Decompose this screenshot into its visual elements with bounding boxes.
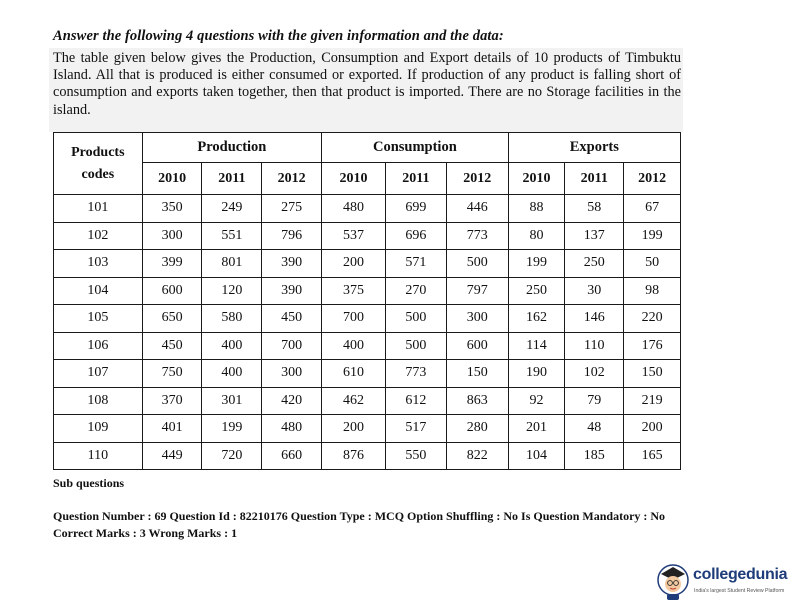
production-year-2012: 2012 bbox=[262, 163, 322, 195]
cell-exp-2012: 219 bbox=[624, 387, 681, 415]
table-row bbox=[54, 360, 681, 388]
data-table bbox=[53, 132, 681, 470]
cell-cons-2010: 610 bbox=[322, 360, 386, 388]
table-row bbox=[54, 250, 681, 278]
cell-cons-2012: 500 bbox=[446, 250, 508, 278]
cell-exp-2012: 98 bbox=[624, 277, 681, 305]
cell-prod-2010: 450 bbox=[142, 332, 202, 360]
cell-prod-2012: 390 bbox=[262, 250, 322, 278]
cell-exp-2010: 201 bbox=[508, 415, 565, 443]
cell-exp-2011: 58 bbox=[565, 195, 624, 223]
cell-exp-2010: 190 bbox=[508, 360, 565, 388]
exports-year-2010: 2010 bbox=[508, 163, 565, 195]
cell-cons-2011: 500 bbox=[385, 305, 446, 333]
cell-prod-2012: 480 bbox=[262, 415, 322, 443]
group-header-row bbox=[54, 133, 681, 163]
cell-prod-2010: 300 bbox=[142, 222, 202, 250]
year-header-row bbox=[54, 163, 681, 195]
cell-cons-2010: 462 bbox=[322, 387, 386, 415]
cell-code: 102 bbox=[54, 222, 143, 250]
cell-cons-2010: 200 bbox=[322, 250, 386, 278]
cell-cons-2012: 446 bbox=[446, 195, 508, 223]
cell-prod-2011: 400 bbox=[202, 332, 262, 360]
cell-code: 107 bbox=[54, 360, 143, 388]
cell-cons-2011: 612 bbox=[385, 387, 446, 415]
production-year-2010: 2010 bbox=[142, 163, 202, 195]
brand-name: collegedunia bbox=[693, 566, 788, 583]
cell-prod-2012: 450 bbox=[262, 305, 322, 333]
cell-exp-2011: 48 bbox=[565, 415, 624, 443]
consumption-year-2010: 2010 bbox=[322, 163, 386, 195]
cell-cons-2010: 375 bbox=[322, 277, 386, 305]
cell-prod-2011: 400 bbox=[202, 360, 262, 388]
page-heading: Answer the following 4 questions with the given information and the data: bbox=[53, 28, 504, 44]
cell-code: 110 bbox=[54, 442, 143, 470]
cell-cons-2012: 600 bbox=[446, 332, 508, 360]
products-codes-header bbox=[54, 133, 143, 195]
cell-cons-2010: 400 bbox=[322, 332, 386, 360]
products-header-line1: Products bbox=[71, 144, 125, 160]
exports-year-2011: 2011 bbox=[565, 163, 624, 195]
cell-prod-2010: 399 bbox=[142, 250, 202, 278]
cell-exp-2012: 50 bbox=[624, 250, 681, 278]
exports-header: Exports bbox=[508, 133, 680, 163]
cell-prod-2011: 301 bbox=[202, 387, 262, 415]
cell-exp-2010: 114 bbox=[508, 332, 565, 360]
cell-exp-2011: 146 bbox=[565, 305, 624, 333]
cell-prod-2011: 249 bbox=[202, 195, 262, 223]
brand-tagline: India's largest Student Review Platform bbox=[694, 588, 785, 594]
cell-exp-2011: 102 bbox=[565, 360, 624, 388]
question-meta-line1: Question Number : 69 Question Id : 82210176 Question Type : MCQ Option Shuffling : No Is Question Mandatory : No bbox=[53, 509, 666, 523]
cell-prod-2012: 275 bbox=[262, 195, 322, 223]
cell-code: 104 bbox=[54, 277, 143, 305]
cell-cons-2012: 797 bbox=[446, 277, 508, 305]
cell-prod-2010: 449 bbox=[142, 442, 202, 470]
table-row bbox=[54, 415, 681, 443]
cell-code: 101 bbox=[54, 195, 143, 223]
products-header-line2: codes bbox=[81, 166, 115, 182]
cell-exp-2011: 79 bbox=[565, 387, 624, 415]
cell-cons-2011: 773 bbox=[385, 360, 446, 388]
cell-prod-2010: 350 bbox=[142, 195, 202, 223]
exports-year-2012: 2012 bbox=[624, 163, 681, 195]
cell-exp-2010: 88 bbox=[508, 195, 565, 223]
table-body bbox=[54, 195, 681, 470]
cell-code: 106 bbox=[54, 332, 143, 360]
table-row bbox=[54, 305, 681, 333]
cell-cons-2010: 537 bbox=[322, 222, 386, 250]
cell-prod-2011: 120 bbox=[202, 277, 262, 305]
cell-prod-2010: 401 bbox=[142, 415, 202, 443]
sub-questions-label: Sub questions bbox=[53, 476, 125, 490]
cell-exp-2012: 199 bbox=[624, 222, 681, 250]
cell-exp-2012: 176 bbox=[624, 332, 681, 360]
cell-exp-2011: 250 bbox=[565, 250, 624, 278]
cell-code: 108 bbox=[54, 387, 143, 415]
cell-prod-2010: 370 bbox=[142, 387, 202, 415]
cell-cons-2010: 876 bbox=[322, 442, 386, 470]
cell-prod-2011: 199 bbox=[202, 415, 262, 443]
cell-prod-2011: 580 bbox=[202, 305, 262, 333]
cell-cons-2011: 270 bbox=[385, 277, 446, 305]
consumption-header: Consumption bbox=[322, 133, 509, 163]
cell-code: 105 bbox=[54, 305, 143, 333]
cell-prod-2010: 600 bbox=[142, 277, 202, 305]
cell-cons-2011: 500 bbox=[385, 332, 446, 360]
cell-cons-2010: 700 bbox=[322, 305, 386, 333]
cell-cons-2012: 863 bbox=[446, 387, 508, 415]
intro-paragraph: The table given below gives the Production, Consumption and Export details of 10 products of Timbuktu Island. All that is produced is either consumed or exported. If production of any product is falling short of consumption and exports taken together, then that product is imported. There are no Storage facilities in the island. bbox=[53, 50, 681, 118]
cell-prod-2012: 300 bbox=[262, 360, 322, 388]
cell-prod-2012: 660 bbox=[262, 442, 322, 470]
cell-exp-2011: 137 bbox=[565, 222, 624, 250]
cell-exp-2011: 30 bbox=[565, 277, 624, 305]
cell-cons-2012: 300 bbox=[446, 305, 508, 333]
cell-cons-2010: 480 bbox=[322, 195, 386, 223]
cell-cons-2010: 200 bbox=[322, 415, 386, 443]
cell-code: 103 bbox=[54, 250, 143, 278]
cell-cons-2012: 822 bbox=[446, 442, 508, 470]
cell-prod-2011: 720 bbox=[202, 442, 262, 470]
cell-exp-2011: 110 bbox=[565, 332, 624, 360]
table-row bbox=[54, 442, 681, 470]
question-meta-line2: Correct Marks : 3 Wrong Marks : 1 bbox=[53, 526, 238, 540]
table-row bbox=[54, 222, 681, 250]
cell-cons-2011: 517 bbox=[385, 415, 446, 443]
cell-cons-2012: 773 bbox=[446, 222, 508, 250]
cell-cons-2011: 699 bbox=[385, 195, 446, 223]
brand-watermark bbox=[655, 562, 788, 604]
consumption-year-2011: 2011 bbox=[385, 163, 446, 195]
production-year-2011: 2011 bbox=[202, 163, 262, 195]
student-mascot-icon bbox=[655, 562, 691, 602]
cell-exp-2010: 250 bbox=[508, 277, 565, 305]
cell-exp-2012: 67 bbox=[624, 195, 681, 223]
cell-code: 109 bbox=[54, 415, 143, 443]
cell-exp-2010: 80 bbox=[508, 222, 565, 250]
cell-prod-2012: 420 bbox=[262, 387, 322, 415]
cell-prod-2012: 700 bbox=[262, 332, 322, 360]
cell-exp-2012: 165 bbox=[624, 442, 681, 470]
cell-exp-2010: 199 bbox=[508, 250, 565, 278]
cell-exp-2010: 92 bbox=[508, 387, 565, 415]
cell-cons-2012: 150 bbox=[446, 360, 508, 388]
cell-cons-2011: 696 bbox=[385, 222, 446, 250]
table-row bbox=[54, 387, 681, 415]
table-row bbox=[54, 195, 681, 223]
cell-exp-2010: 104 bbox=[508, 442, 565, 470]
cell-cons-2011: 571 bbox=[385, 250, 446, 278]
cell-exp-2012: 150 bbox=[624, 360, 681, 388]
cell-prod-2012: 796 bbox=[262, 222, 322, 250]
cell-cons-2012: 280 bbox=[446, 415, 508, 443]
cell-prod-2011: 551 bbox=[202, 222, 262, 250]
cell-prod-2010: 650 bbox=[142, 305, 202, 333]
cell-exp-2011: 185 bbox=[565, 442, 624, 470]
consumption-year-2012: 2012 bbox=[446, 163, 508, 195]
cell-prod-2012: 390 bbox=[262, 277, 322, 305]
cell-prod-2011: 801 bbox=[202, 250, 262, 278]
cell-cons-2011: 550 bbox=[385, 442, 446, 470]
cell-prod-2010: 750 bbox=[142, 360, 202, 388]
cell-exp-2012: 220 bbox=[624, 305, 681, 333]
question-meta bbox=[53, 508, 693, 542]
cell-exp-2010: 162 bbox=[508, 305, 565, 333]
table-row bbox=[54, 332, 681, 360]
production-header: Production bbox=[142, 133, 321, 163]
table-row bbox=[54, 277, 681, 305]
cell-exp-2012: 200 bbox=[624, 415, 681, 443]
